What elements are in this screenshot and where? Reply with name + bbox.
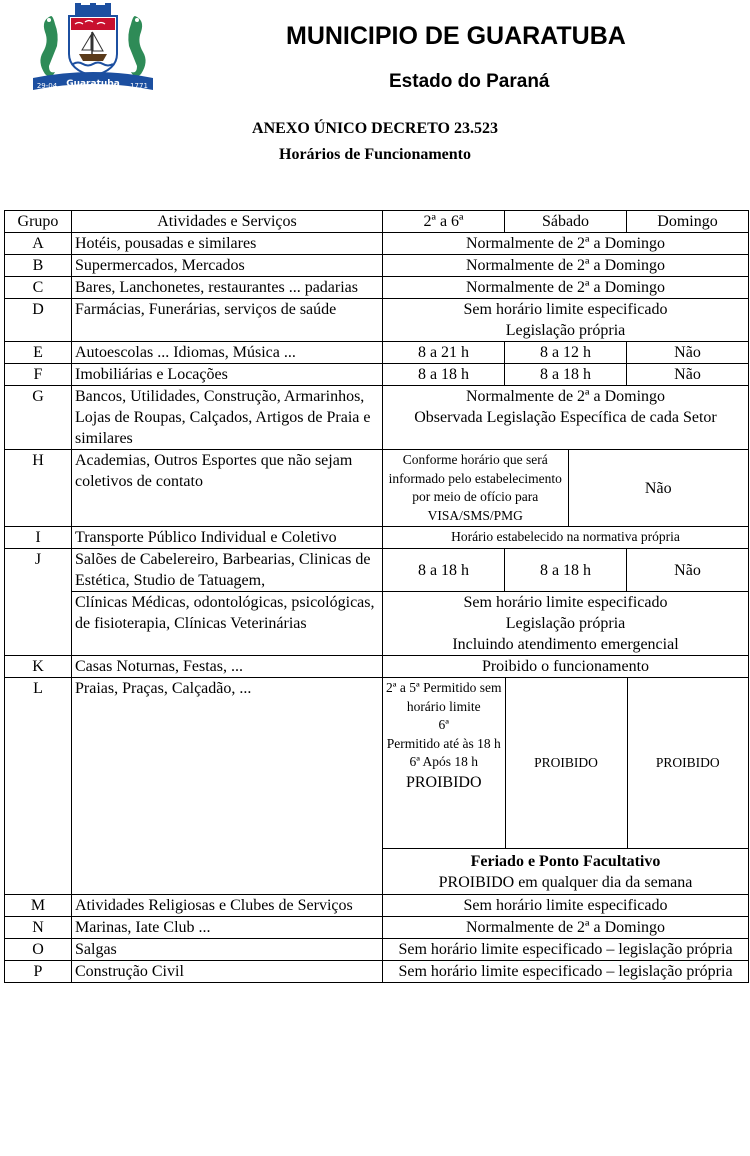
table-row-h xyxy=(5,450,749,527)
schedule-line: Normalmente de 2ª a Domingo xyxy=(465,388,666,405)
sunday-cell: Não xyxy=(644,479,672,497)
table-row-n xyxy=(5,916,749,938)
group-cell: N xyxy=(5,916,72,938)
schedule-line: Sem horário limite especificado xyxy=(463,301,668,318)
activity-cell: Construção Civil xyxy=(72,960,383,982)
schedule-cell: Normalmente de 2ª a Domingo xyxy=(383,255,749,277)
activity-cell: Casas Noturnas, Festas, ... xyxy=(72,656,383,678)
holiday-title: Feriado e Ponto Facultativo xyxy=(470,852,661,870)
header-sunday: Domingo xyxy=(627,211,749,233)
table-row-e xyxy=(5,342,749,364)
group-cell: B xyxy=(5,255,72,277)
activity-cell: Marinas, Iate Club ... xyxy=(72,916,383,938)
schedule-line: Observada Legislação Específica de cada Setor xyxy=(414,409,717,426)
sunday-cell: Não xyxy=(627,342,749,364)
schedule-cell: Sem horário limite especificado – legislação própria xyxy=(383,938,749,960)
svg-text:1771: 1771 xyxy=(130,82,148,90)
weekdays-cell: 8 a 18 h xyxy=(383,549,505,592)
sunday-cell: Não xyxy=(627,364,749,386)
activity-cell: Supermercados, Mercados xyxy=(72,255,383,277)
group-cell: P xyxy=(5,960,72,982)
schedule-line: PROIBIDO xyxy=(405,773,482,791)
schedule-line: 2ª a 5ª Permitido sem horário limite xyxy=(386,680,502,714)
svg-text:29-04: 29-04 xyxy=(36,82,58,90)
annex-title: ANEXO ÚNICO DECRETO 23.523 xyxy=(252,120,498,137)
table-row-b xyxy=(5,255,749,277)
schedule-table xyxy=(4,210,749,983)
group-cell: E xyxy=(5,342,72,364)
schedule-note: Conforme horário que será informado pelo estabelecimento por meio de ofício para VISA/SMS/PMG xyxy=(383,450,568,526)
schedule-cell xyxy=(383,450,749,527)
table-row-f xyxy=(5,364,749,386)
schedule-line: Legislação própria xyxy=(505,322,626,339)
header-atividades: Atividades e Serviços xyxy=(72,211,383,233)
table-row-i xyxy=(5,527,749,549)
schedule-cell xyxy=(383,386,749,450)
saturday-cell: PROIBIDO xyxy=(505,678,627,848)
group-cell: F xyxy=(5,364,72,386)
schedule-line: Permitido até às 18 h xyxy=(386,735,501,751)
activity-cell: Bares, Lanchonetes, restaurantes ... padarias xyxy=(72,277,383,299)
svg-text:Guaratuba: Guaratuba xyxy=(66,79,120,89)
schedule-line: Incluindo atendimento emergencial xyxy=(452,636,679,653)
saturday-cell: 8 a 18 h xyxy=(505,364,627,386)
schedule-cell: Normalmente de 2ª a Domingo xyxy=(383,233,749,255)
schedule-line: Sem horário limite especificado xyxy=(463,594,668,611)
table-row-l xyxy=(5,678,749,895)
activity-cell: Hotéis, pousadas e similares xyxy=(72,233,383,255)
activity-cell: Bancos, Utilidades, Construção, Armarinhos, Lojas de Roupas, Calçados, Artigos de Praia e similares xyxy=(72,386,383,450)
activity-cell: Imobiliárias e Locações xyxy=(72,364,383,386)
table-row-m xyxy=(5,894,749,916)
group-cell: O xyxy=(5,938,72,960)
schedule-cell: Proibido o funcionamento xyxy=(383,656,749,678)
saturday-cell: 8 a 12 h xyxy=(505,342,627,364)
document-header xyxy=(0,0,750,110)
activity-cell: Salgas xyxy=(72,938,383,960)
table-row-k xyxy=(5,656,749,678)
schedule-cell: Horário estabelecido na normativa própria xyxy=(383,527,749,549)
schedule-line: 6ª xyxy=(438,717,449,732)
activity-cell: Salões de Cabelereiro, Barbearias, Clinicas de Estética, Studio de Tatuagem, xyxy=(72,549,383,592)
schedule-cell xyxy=(383,678,749,895)
group-cell: D xyxy=(5,299,72,342)
group-cell: I xyxy=(5,527,72,549)
activity-cell: Autoescolas ... Idiomas, Música ... xyxy=(72,342,383,364)
activity-cell: Atividades Religiosas e Clubes de Serviços xyxy=(72,894,383,916)
activity-cell: Praias, Praças, Calçadão, ... xyxy=(72,678,383,895)
holiday-cell xyxy=(383,848,748,894)
sunday-cell: PROIBIDO xyxy=(627,678,748,848)
schedule-cell xyxy=(383,592,749,656)
holiday-text: PROIBIDO em qualquer dia da semana xyxy=(438,873,693,891)
schedule-cell: Normalmente de 2ª a Domingo xyxy=(383,277,749,299)
schedule-subtable xyxy=(383,450,748,526)
group-cell: M xyxy=(5,894,72,916)
sunday-cell: Não xyxy=(627,549,749,592)
activity-cell: Clínicas Médicas, odontológicas, psicológicas, de fisioterapia, Clínicas Veterinárias xyxy=(72,592,383,656)
activity-cell: Academias, Outros Esportes que não sejam coletivos de contato xyxy=(72,450,383,527)
weekdays-cell: 8 a 21 h xyxy=(383,342,505,364)
table-row-d xyxy=(5,299,749,342)
annex-subtitle: Horários de Funcionamento xyxy=(279,146,471,163)
table-row-g xyxy=(5,386,749,450)
group-cell: K xyxy=(5,656,72,678)
table-row-j xyxy=(5,549,749,592)
schedule-line: Legislação própria xyxy=(505,615,626,632)
saturday-cell: 8 a 18 h xyxy=(505,549,627,592)
schedule-cell: Sem horário limite especificado – legislação própria xyxy=(383,960,749,982)
schedule-subtable xyxy=(383,678,748,894)
table-row-c xyxy=(5,277,749,299)
municipality-title: MUNICIPIO DE GUARATUBA xyxy=(286,22,626,50)
header-grupo: Grupo xyxy=(5,211,72,233)
header-weekdays: 2ª a 6ª xyxy=(383,211,505,233)
schedule-cell: Sem horário limite especificado xyxy=(383,894,749,916)
schedule-line: 6ª Após 18 h xyxy=(409,754,479,769)
group-cell: J xyxy=(5,549,72,656)
activity-cell: Farmácias, Funerárias, serviços de saúde xyxy=(72,299,383,342)
activity-cell: Transporte Público Individual e Coletivo xyxy=(72,527,383,549)
weekdays-cell xyxy=(383,678,505,848)
guaratuba-coat-of-arms-icon xyxy=(27,2,159,98)
table-row-p xyxy=(5,960,749,982)
group-cell: L xyxy=(5,678,72,895)
group-cell: H xyxy=(5,450,72,527)
table-row-j2 xyxy=(5,592,749,656)
state-subtitle: Estado do Paraná xyxy=(389,71,550,92)
group-cell: G xyxy=(5,386,72,450)
header-saturday: Sábado xyxy=(505,211,627,233)
table-row-a xyxy=(5,233,749,255)
table-header-row xyxy=(5,211,749,233)
schedule-cell xyxy=(383,299,749,342)
table-row-o xyxy=(5,938,749,960)
weekdays-cell: 8 a 18 h xyxy=(383,364,505,386)
schedule-cell: Normalmente de 2ª a Domingo xyxy=(383,916,749,938)
group-cell: A xyxy=(5,233,72,255)
group-cell: C xyxy=(5,277,72,299)
